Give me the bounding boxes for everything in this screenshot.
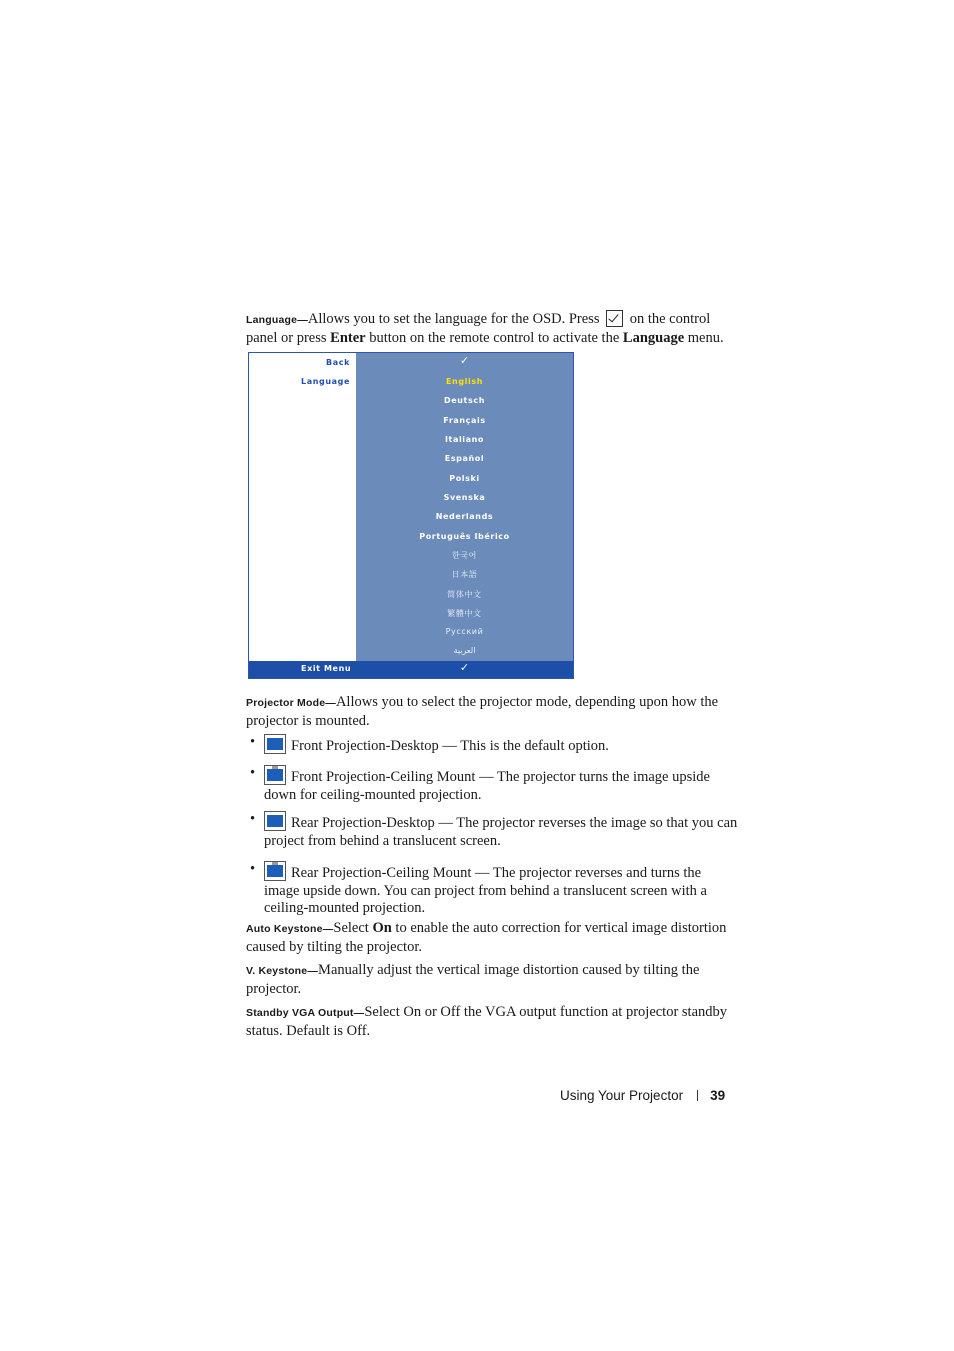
standby-vga-section bbox=[246, 1004, 738, 1040]
osd-language-option[interactable]: Español bbox=[444, 454, 485, 463]
list-item: • Front Projection-Desktop — This is the default option. bbox=[250, 734, 609, 754]
osd-language-option[interactable]: 简体中文 bbox=[447, 590, 482, 599]
projector-mode-paragraph: Projector Mode—Allows you to select the projector mode, depending upon how the projector is mounted. bbox=[246, 694, 719, 729]
osd-exit-menu[interactable]: Exit Menu bbox=[301, 664, 352, 673]
osd-back-item[interactable]: Back bbox=[326, 358, 350, 367]
list-item: • Rear Projection-Ceiling Mount — The projector reverses and turns the image upside down. You can project from behind a translucent screen with a ceiling-mounted projection. bbox=[250, 861, 707, 916]
check-icon bbox=[606, 310, 623, 327]
auto-keystone-section bbox=[246, 920, 738, 956]
projector-mode-term: Projector Mode— bbox=[246, 697, 336, 709]
v-keystone-paragraph: V. Keystone—Manually adjust the vertical image distortion caused by tilting the projector. bbox=[246, 962, 700, 997]
osd-language-option[interactable]: Italiano bbox=[444, 435, 485, 444]
footer-divider bbox=[697, 1090, 698, 1101]
standby-vga-term: Standby VGA Output— bbox=[246, 1007, 365, 1019]
language-paragraph: Language—Allows you to set the language for the OSD. Press on the control panel or press Enter button on the remote control to activate the Language menu. bbox=[246, 311, 724, 346]
language-term: Language— bbox=[246, 314, 308, 326]
osd-language-option[interactable]: Nederlands bbox=[435, 512, 494, 521]
osd-language-list bbox=[356, 353, 573, 661]
osd-language-option[interactable]: Svenska bbox=[443, 493, 486, 502]
front-desktop-icon bbox=[264, 734, 286, 754]
projector-mode-section bbox=[246, 694, 738, 730]
osd-language-item[interactable]: Language bbox=[301, 377, 350, 386]
auto-keystone-term: Auto Keystone— bbox=[246, 923, 334, 935]
osd-language-option[interactable]: Polski bbox=[449, 474, 480, 483]
osd-language-option[interactable]: Deutsch bbox=[444, 396, 485, 405]
check-icon[interactable]: ✓ bbox=[459, 661, 470, 674]
osd-menu-footer bbox=[249, 661, 573, 678]
v-keystone-term: V. Keystone— bbox=[246, 965, 319, 977]
front-ceiling-icon bbox=[264, 765, 286, 785]
osd-language-option[interactable]: 日本語 bbox=[451, 570, 478, 579]
osd-language-menu bbox=[248, 352, 574, 679]
page-number: 39 bbox=[710, 1088, 726, 1103]
standby-vga-paragraph: Standby VGA Output—Select On or Off the VGA output function at projector standby status. Default is Off. bbox=[246, 1004, 728, 1039]
list-item: • Rear Projection-Desktop — The projector reverses the image so that you can project from behind a translucent screen. bbox=[250, 811, 738, 849]
rear-desktop-icon bbox=[264, 811, 286, 831]
osd-language-option[interactable]: Português Ibérico bbox=[419, 532, 510, 541]
rear-ceiling-icon bbox=[264, 861, 286, 881]
osd-language-option[interactable]: English bbox=[445, 377, 484, 386]
osd-language-option[interactable]: 한국어 bbox=[452, 551, 477, 560]
osd-language-option[interactable]: Русский bbox=[445, 627, 484, 636]
language-section bbox=[246, 310, 738, 347]
osd-language-option[interactable]: 繁體中文 bbox=[447, 609, 482, 618]
osd-language-option[interactable]: Français bbox=[443, 416, 486, 425]
check-icon[interactable]: ✓ bbox=[459, 354, 470, 367]
v-keystone-section bbox=[246, 962, 738, 998]
osd-language-option[interactable]: العربية bbox=[453, 646, 476, 655]
osd-menu-left-column bbox=[249, 353, 356, 661]
footer-section-title: Using Your Projector bbox=[560, 1088, 684, 1103]
list-item: • Front Projection-Ceiling Mount — The projector turns the image upside down for ceiling-mounted projection. bbox=[250, 765, 710, 803]
auto-keystone-paragraph: Auto Keystone—Select On to enable the auto correction for vertical image distortion caused by tilting the projector. bbox=[246, 920, 727, 955]
page-footer bbox=[560, 1088, 725, 1103]
